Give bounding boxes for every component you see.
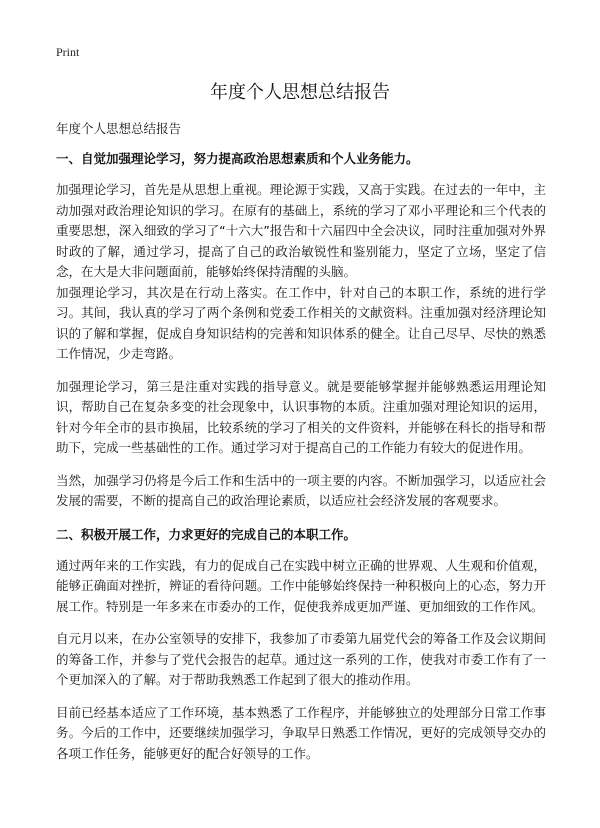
- document-title: 年度个人思想总结报告: [210, 82, 390, 103]
- paragraph: 当然，加强学习仍将是今后工作和生活中的一项主要的内容。不断加强学习，以适应社会发展的需要，不断的提高自己的政治理论素质，以适应社会经济发展的客观要求。: [56, 472, 546, 508]
- paragraph: 加强理论学习，首先是从思想上重视。理论源于实践，又高于实践。在过去的一年中，主动加强对政治理论知识的学习。在原有的基础上，系统的学习了邓小平理论和三个代表的重要思想，深入细致的学习了“十六大”报告和十六届四中全会决议，同时注重加强对外界时政的了解，通过学习，提高了自己的政治敏锐性和鉴别能力，坚定了立场，坚定了信念，在大是大非问题面前，能够始终保持清醒的头脑。: [56, 182, 546, 279]
- paragraph: 加强理论学习，其次是在行动上落实。在工作中，针对自己的本职工作，系统的进行学习。其间，我认真的学习了两个条例和党委工作相关的文献资料。注重加强对经济理论知识的了解和掌握，促成自身知识结构的完善和知识体系的健全。让自己尽早、尽快的熟悉工作情况，少走弯路。: [56, 284, 546, 361]
- paragraph: 加强理论学习，第三是注重对实践的指导意义。就是要能够掌握并能够熟悉运用理论知识，帮助自己在复杂多变的社会现象中，认识事物的本质。注重加强对理论知识的运用，针对今年全市的县市换届，比较系统的学习了相关的文件资料，并能够在科长的指导和帮助下，完成一些基础性的工作。通过学习对于提高自己的工作能力有较大的促进作用。: [56, 378, 546, 455]
- section-heading-1: 一、自觉加强理论学习，努力提高政治思想素质和个人业务能力。: [56, 151, 419, 166]
- paragraph: 目前已经基本适应了工作环境，基本熟悉了工作程序，并能够独立的处理部分日常工作事务。今后的工作中，还要继续加强学习，争取早日熟悉工作情况，更好的完成领导交办的各项工作任务，能够更好的配合好领导的工作。: [56, 704, 546, 761]
- document-subtitle: 年度个人思想总结报告: [56, 121, 182, 136]
- paragraph: 自元月以来，在办公室领导的安排下，我参加了市委第九届党代会的筹备工作及会议期间的筹备工作，并参与了党代会报告的起草。通过这一系列的工作，使我对市委工作有了一个更加深入的了解。对于帮助我熟悉工作起到了很大的推动作用。: [56, 631, 546, 687]
- document-body: [56, 118, 546, 776]
- section-heading-2: 二、积极开展工作，力求更好的完成自己的本职工作。: [56, 526, 357, 542]
- print-link[interactable]: Print: [56, 45, 80, 59]
- paragraph: 通过两年来的工作实践，有力的促成自己在实践中树立正确的世界观、人生观和价值观，能够正确面对挫折，辨证的看待问题。工作中能够始终保持一种积极向上的心态，努力开展工作。特别是一年多来在市委办的工作，促使我养成更加严谨、更加细致的工作作风。: [56, 557, 546, 614]
